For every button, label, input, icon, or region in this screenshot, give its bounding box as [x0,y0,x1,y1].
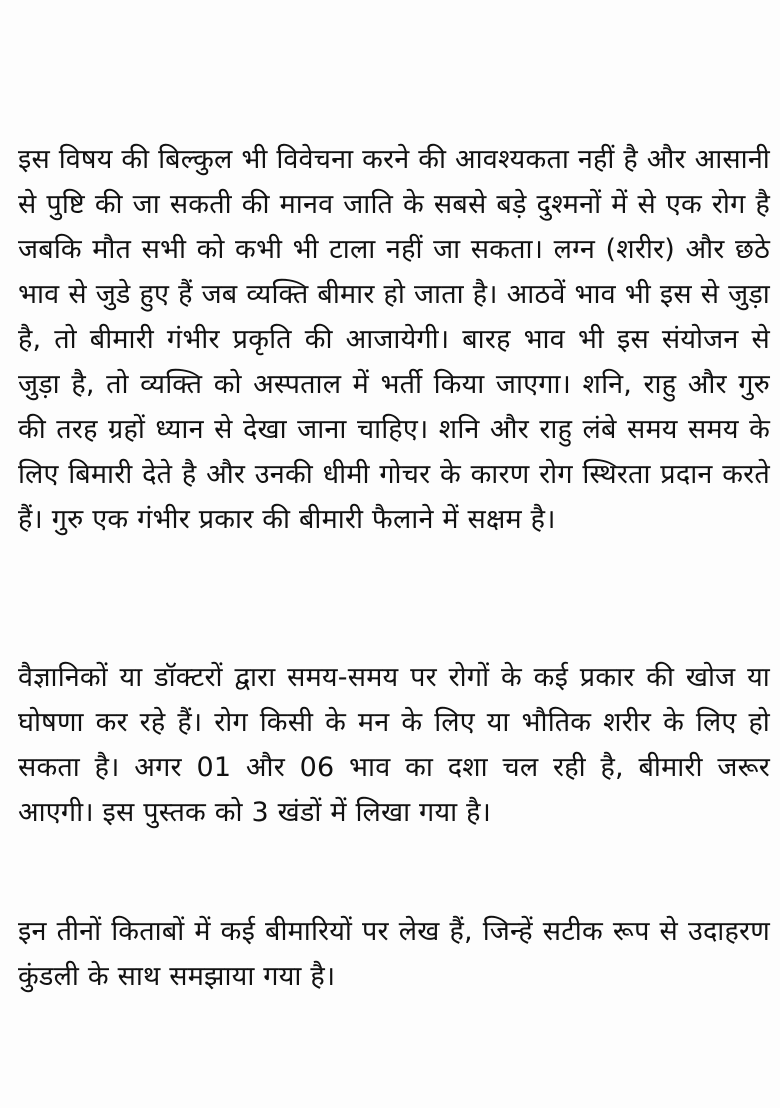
paragraph-disease-intro: इस विषय की बिल्कुल भी विवेचना करने की आवश्यकता नहीं है और आसानी से पुष्टि की जा सकती की मानव जाति के सबसे बड़े दुश्मनों में से एक रोग है जबकि मौत सभी को कभी भी टाला नहीं जा सकता। लग्न (शरीर) और छठे भाव से जुडे हुए हैं जब व्यक्ति बीमार हो जाता है। आठवें भाव भी इस से जुड़ा है, तो बीमारी गंभीर प्रकृति की आजायेगी। बारह भाव भी इस संयोजन से जुड़ा है, तो व्यक्ति को अस्पताल में भर्ती किया जाएगा। शनि, राहु और गुरु की तरह ग्रहों ध्यान से देखा जाना चाहिए। शनि और राहु लंबे समय समय के लिए बिमारी देते है और उनकी धीमी गोचर के कारण रोग स्थिरता प्रदान करते हैं। गुरु एक गंभीर प्रकार की बीमारी फैलाने में सक्षम है। [18,144,770,535]
paragraph-books-summary: इन तीनों किताबों में कई बीमारियों पर लेख हैं, जिन्हें सटीक रूप से उदाहरण कुंडली के साथ समझाया गया है। [18,916,770,992]
paragraph-disease-types: वैज्ञानिकों या डॉक्टरों द्वारा समय-समय पर रोगों के कई प्रकार की खोज या घोषणा कर रहे हैं। रोग किसी के मन के लिए या भौतिक शरीर के लिए हो सकता है। अगर 01 और 06 भाव का दशा चल रही है, बीमारी जरूर आएगी। इस पुस्तक को 3 खंडों में लिखा गया है। [18,662,770,828]
